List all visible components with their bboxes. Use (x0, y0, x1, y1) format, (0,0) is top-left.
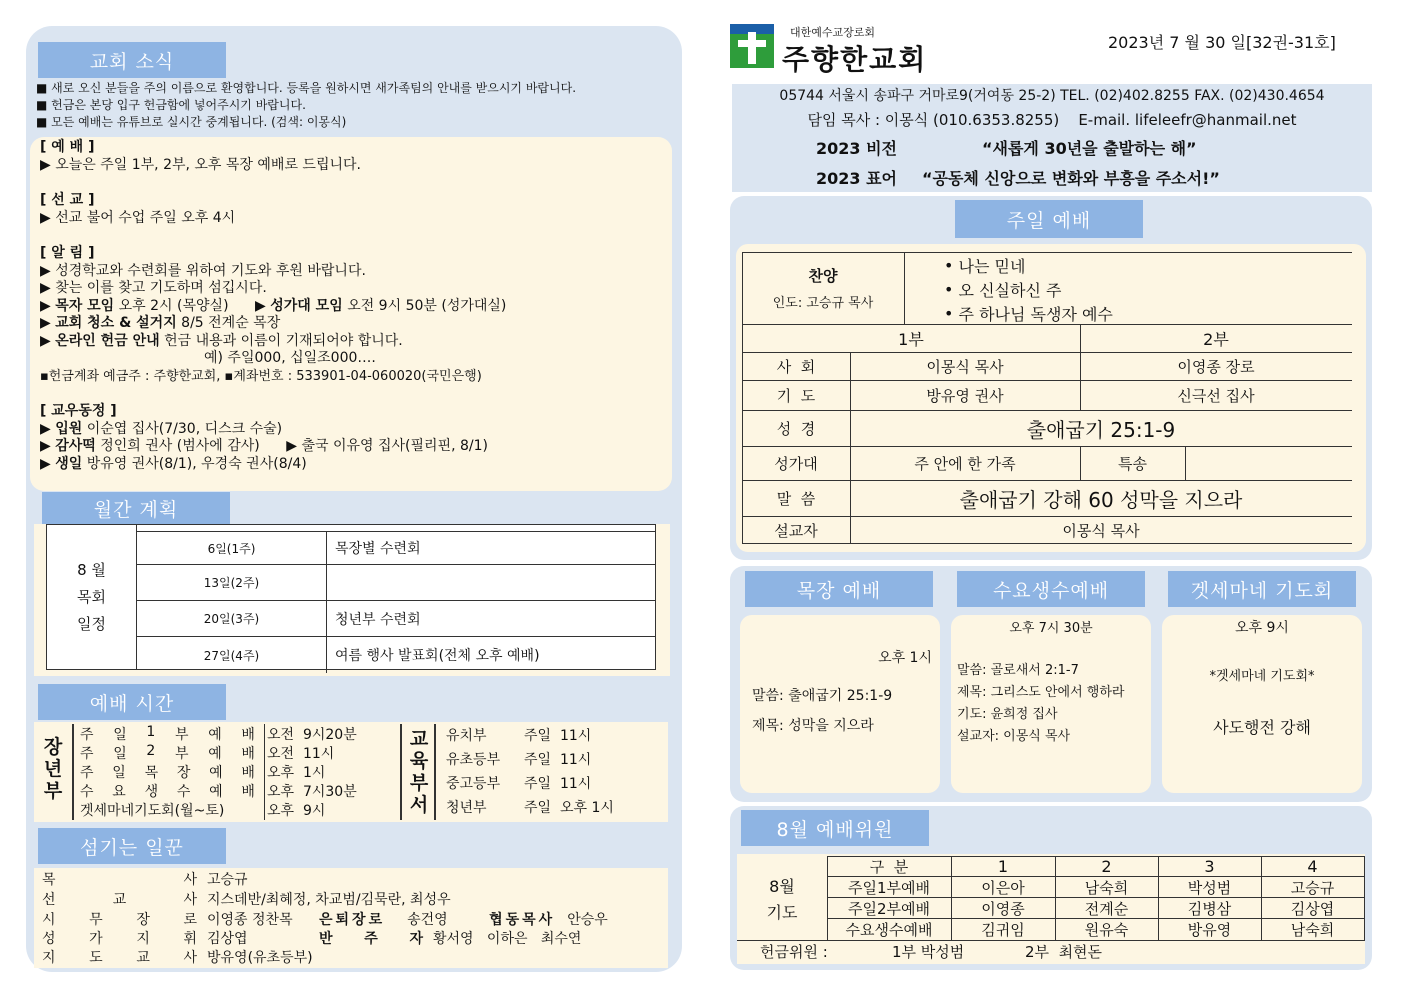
monthly-row (137, 637, 655, 673)
gethsemane-time: 오후 9시 (1235, 620, 1289, 636)
arrow-icon: ▶ (255, 297, 266, 314)
august-cell: 김귀임 (981, 921, 1025, 939)
choir-label: 성가대 (774, 455, 818, 473)
august-cell: 원유숙 (1084, 921, 1129, 939)
edu-worship-row (446, 795, 654, 819)
denomination: 대한예수교장로회 (790, 26, 876, 39)
august-cell: 이은아 (981, 878, 1025, 897)
choir-song: 주 안에 한 가족 (914, 455, 1016, 473)
edu-label (402, 728, 436, 816)
server-role: 목 사 (42, 872, 197, 888)
edu-worship-row (446, 771, 654, 795)
worship-time: 오후 7시30분 (267, 784, 357, 800)
adult-label-char: 장 (43, 736, 63, 758)
worship-times-heading: 예배 시간 (38, 684, 226, 720)
cleaning-line (40, 315, 672, 333)
worship-time: 오후 1시 (267, 765, 326, 781)
mission-subheading: [ 선 교 ] (40, 192, 95, 208)
server-role: 지 도 교 사 (42, 950, 197, 966)
offering-part1: 1부 박성범 (892, 942, 965, 961)
scripture-text: 출애굽기 25:1-9 (1026, 418, 1176, 442)
news-heading: 교회 소식 (38, 42, 226, 78)
wednesday-prayer: 기도: 윤희정 집사 (957, 707, 1058, 722)
edu-name: 유초등부 (446, 752, 501, 768)
monthly-row (137, 565, 655, 601)
august-heading: 8월 예배위원 (741, 810, 929, 846)
monthly-label-line: 8 월 (77, 560, 106, 579)
worship-name: 겟세마네기도회(월~토) (80, 803, 225, 819)
monthly-label-line: 일정 (77, 614, 106, 633)
motto-label: 2023 표어 (816, 169, 898, 188)
server-row (42, 869, 248, 889)
edu-time: 주일 오후 1시 (524, 800, 614, 816)
august-cell: 김병삼 (1187, 899, 1232, 918)
servers-heading: 섬기는 일꾼 (38, 828, 226, 864)
notice-line: ▶ 성경학교와 수련회를 위하여 기도와 후원 바랍니다. (40, 263, 672, 281)
server-names: 황서영 이하은 최수연 (433, 931, 582, 947)
members-subheading: [ 교우동정 ] (40, 403, 117, 419)
server-names: 고승규 (207, 872, 248, 888)
wednesday-box (951, 615, 1151, 793)
august-header: 3 (1204, 856, 1215, 876)
edu-name: 청년부 (446, 800, 487, 816)
august-cell: 김상엽 (1290, 899, 1335, 918)
adult-label-char: 년 (43, 758, 63, 780)
presider-label: 사 회 (776, 358, 816, 376)
worship-time: 오후 9시 (267, 803, 326, 819)
cleaning-label: 교회 청소 & 설거지 (55, 315, 177, 331)
shepherd-text: 오후 2시 (목양실) (118, 297, 229, 314)
hospital-label: 입원 (55, 420, 83, 437)
edu-worship-row (446, 747, 654, 771)
hospital-text: 이순엽 집사(7/30, 디스크 수술) (86, 420, 283, 437)
notice-line: ▶ 찾는 이를 찾고 기도하며 섬깁시다. (40, 280, 672, 298)
thanks-line (40, 438, 672, 456)
wednesday-subject: 제목: 그리스도 안에서 행하라 (957, 685, 1125, 700)
august-header: 4 (1307, 856, 1318, 876)
server-role: 반 주 자 (319, 931, 423, 947)
part1-header: 1부 (898, 330, 924, 349)
offering-part2: 2부 최현돈 (1025, 942, 1103, 961)
preacher-label: 설교자 (774, 521, 818, 540)
hymn-item: • 주 하나님 독생자 예수 (944, 303, 1113, 324)
server-row (42, 947, 313, 967)
servers-box (34, 868, 668, 968)
server-role: 선 교 사 (42, 892, 197, 908)
presider-1: 이몽식 목사 (926, 358, 1004, 376)
birthday-label: 생일 (55, 455, 83, 472)
address: 05744 서울시 송파구 거마로9(거여동 25-2) TEL. (02)402.8255 FAX. (02)430.4654 (779, 88, 1325, 104)
hymn-item: • 오 신실하신 주 (944, 279, 1062, 300)
cleaning-text: 8/5 전계순 목장 (181, 315, 281, 331)
monthly-event (327, 565, 655, 600)
adult-label-char: 부 (43, 780, 63, 802)
august-cell: 고승규 (1290, 878, 1335, 897)
monthly-date: 20일(3주) (137, 601, 327, 636)
choir-label: 성가대 모임 (270, 297, 343, 314)
depart-text: 이유영 집사(필리핀, 8/1) (332, 438, 488, 454)
edu-label-char: 서 (409, 794, 429, 816)
server-names: 지스데반/최혜정, 차교범/김묵란, 최성우 (207, 892, 451, 908)
presider-2: 이영종 장로 (1177, 358, 1255, 376)
prayer-2: 신극선 집사 (1177, 387, 1255, 405)
august-header: 1 (997, 856, 1009, 876)
monthly-heading: 월간 계획 (42, 492, 230, 524)
mokjang-scripture: 말씀: 출애굽기 25:1-9 (752, 688, 893, 704)
sermon-label: 말 씀 (776, 490, 816, 508)
server-row (42, 909, 608, 929)
august-row-name: 수요생수예배 (845, 921, 933, 939)
notice-subheading: [ 알 림 ] (40, 245, 95, 261)
offering-label: 헌금위원 : (760, 942, 828, 961)
wednesday-preacher: 설교자: 이몽식 목사 (957, 729, 1071, 744)
august-cell: 전계순 (1084, 899, 1129, 918)
monthly-event: 여름 행사 발표회(전체 오후 예배) (335, 648, 540, 664)
wednesday-scripture: 말씀: 골로새서 2:1-7 (957, 663, 1079, 678)
preacher-name: 이몽식 목사 (1062, 521, 1140, 540)
edu-label-char: 육 (409, 750, 429, 772)
server-names: 이영종 정찬목 (207, 912, 293, 928)
online-label: 온라인 헌금 안내 (55, 332, 160, 349)
august-cell: 남숙희 (1084, 878, 1129, 897)
adult-label (36, 736, 70, 802)
thanks-label: 감사떡 (55, 438, 96, 454)
notice-box (30, 137, 672, 491)
monthly-date: 6일(1주) (137, 532, 327, 564)
church-info-box (732, 84, 1372, 192)
pastor-contact: 담임 목사 : 이몽식 (010.6353.8255) E-mail. lifeleefr@hanmail.net (807, 111, 1297, 129)
adult-worship-row (80, 724, 387, 744)
divider (72, 724, 74, 820)
monthly-event: 목장별 수련회 (335, 541, 421, 557)
server-role: 은퇴장로 (319, 912, 386, 928)
birthday-text: 방유영 권사(8/1), 우경숙 권사(8/4) (86, 455, 307, 472)
church-name: 주향한교회 (782, 43, 928, 76)
online-text: 헌금 내용과 이름이 기재되어야 합니다. (164, 332, 403, 349)
mokjang-box (740, 615, 940, 793)
prayer-label: 기 도 (776, 387, 816, 405)
special-label: 특송 (1118, 455, 1147, 473)
church-logo-icon (730, 24, 774, 68)
august-cell: 이영종 (981, 899, 1025, 918)
special-song (1185, 447, 1352, 480)
worship-name: 주 일 목 장 예 배 (80, 765, 255, 781)
edu-worship-row (446, 723, 654, 747)
choir-text: 오전 9시 50분 (성가대실) (347, 297, 507, 314)
mokjang-heading: 목장 예배 (745, 571, 933, 607)
sermon-title: 출애굽기 강해 60 성막을 지으라 (959, 488, 1243, 512)
august-cell: 박성범 (1187, 878, 1232, 897)
sunday-heading: 주일 예배 (955, 200, 1143, 238)
gethsemane-heading: 겟세마네 기도회 (1168, 571, 1356, 607)
august-header: 2 (1101, 856, 1112, 876)
gethsemane-box (1162, 615, 1362, 793)
monthly-table (46, 524, 656, 670)
monthly-label-line: 목회 (77, 587, 106, 606)
gethsemane-lecture: 사도행전 강해 (1213, 718, 1311, 737)
online-offering-line (40, 333, 672, 351)
august-label-line: 기도 (766, 902, 798, 922)
shepherd-label: 목자 모임 (55, 297, 115, 314)
edu-label-char: 교 (409, 728, 429, 750)
prayer-1: 방유영 권사 (926, 387, 1004, 405)
announcement-list (36, 80, 676, 131)
edu-time: 주일 11시 (524, 752, 592, 768)
server-row (42, 928, 581, 948)
wednesday-time: 오후 7시 30분 (1009, 621, 1093, 636)
august-header: 구 분 (869, 857, 909, 876)
adult-worship-row (80, 800, 387, 820)
worship-name: 주 일 2 부 예 배 (80, 743, 255, 762)
online-example: 예) 주일000, 십일조000…. (204, 350, 376, 366)
birthday-line (40, 456, 672, 474)
depart-label: 출국 (301, 438, 329, 454)
bullet-icon: • (944, 279, 959, 299)
august-cell: 방유영 (1187, 921, 1232, 939)
server-role: 성 가 지 휘 (42, 931, 197, 947)
worship-times-box (34, 722, 668, 822)
server-names: 송건영 (407, 912, 448, 928)
edu-time: 주일 11시 (524, 728, 592, 744)
hymn-item: • 나는 믿네 (944, 255, 1026, 276)
praise-leader: 인도: 고승규 목사 (772, 295, 874, 311)
mokjang-subject: 제목: 성막을 지으라 (752, 718, 874, 734)
worship-subheading: [ 예 배 ] (40, 139, 95, 155)
august-cell: 남숙희 (1290, 921, 1335, 939)
scripture-label: 성 경 (776, 420, 816, 438)
adult-worship-row (80, 781, 387, 801)
adult-worship-row (80, 743, 387, 763)
worship-line: ▶ 오늘은 주일 1부, 2부, 오후 목장 예배로 드립니다. (40, 157, 672, 175)
server-role: 협동목사 (489, 912, 556, 928)
server-row (42, 889, 451, 909)
monthly-row (137, 601, 655, 637)
gethsemane-name: *겟세마네 기도회* (1209, 669, 1315, 684)
august-row-name: 주일1부예배 (848, 878, 930, 897)
mission-line: ▶ 선교 불어 수업 주일 오후 4시 (40, 210, 672, 228)
worship-name: 주 일 1 부 예 배 (80, 724, 255, 743)
worship-name: 수 요 생 수 예 배 (80, 784, 255, 800)
server-names: 방유영(유초등부) (207, 950, 313, 966)
bullet-icon: • (944, 255, 959, 275)
worship-time: 오전 9시20분 (267, 727, 357, 743)
wednesday-heading: 수요생수예배 (957, 571, 1145, 607)
monthly-date: 13일(2주) (137, 565, 327, 600)
monthly-date: 27일(4주) (137, 637, 327, 673)
monthly-event: 청년부 수련회 (335, 611, 421, 628)
arrow-icon: ▶ (286, 438, 297, 454)
issue-date: 2023년 7 월 30 일[32권-31호] (1108, 33, 1336, 52)
edu-name: 유치부 (446, 728, 487, 744)
account-line: ▪헌금계좌 예금주 : 주향한교회, ▪계좌번호 : 533901-04-060020(국민은행) (40, 368, 482, 384)
vision-text: “새롭게 30년을 출발하는 해” (982, 139, 1197, 158)
hospital-line (40, 421, 672, 439)
bullet-icon: • (944, 303, 959, 323)
thanks-text: 정인희 권사 (범사에 감사) (100, 438, 260, 454)
edu-time: 주일 11시 (524, 776, 592, 792)
edu-label-char: 부 (409, 772, 429, 794)
worship-time: 오전 11시 (267, 746, 335, 762)
adult-worship-row (80, 762, 387, 782)
monthly-label (47, 525, 137, 669)
server-names: 안승우 (567, 912, 608, 928)
meeting-line (40, 298, 672, 316)
server-role: 시 무 장 로 (42, 912, 197, 928)
part2-header: 2부 (1203, 330, 1229, 349)
praise-label: 찬양 (808, 266, 838, 285)
edu-name: 중고등부 (446, 776, 501, 792)
august-row-name: 주일2부예배 (848, 899, 930, 918)
announcement-item: ■ 헌금은 본당 입구 헌금함에 넣어주시기 바랍니다. (36, 97, 676, 114)
august-label-line: 8월 (769, 876, 795, 896)
announcement-item: ■ 모든 예배는 유튜브로 실시간 중계됩니다. (검색: 이몽식) (36, 114, 676, 131)
vision-label: 2023 비전 (816, 139, 898, 158)
motto-text: “공동체 신앙으로 변화와 부흥을 주소서!” (922, 169, 1220, 188)
server-names: 김상엽 (207, 931, 248, 947)
mokjang-time: 오후 1시 (878, 650, 932, 666)
monthly-row (137, 531, 655, 565)
announcement-item: ■ 새로 오신 분들을 주의 이름으로 환영합니다. 등록을 원하시면 새가족팀의 안내를 받으시기 바랍니다. (36, 80, 676, 97)
